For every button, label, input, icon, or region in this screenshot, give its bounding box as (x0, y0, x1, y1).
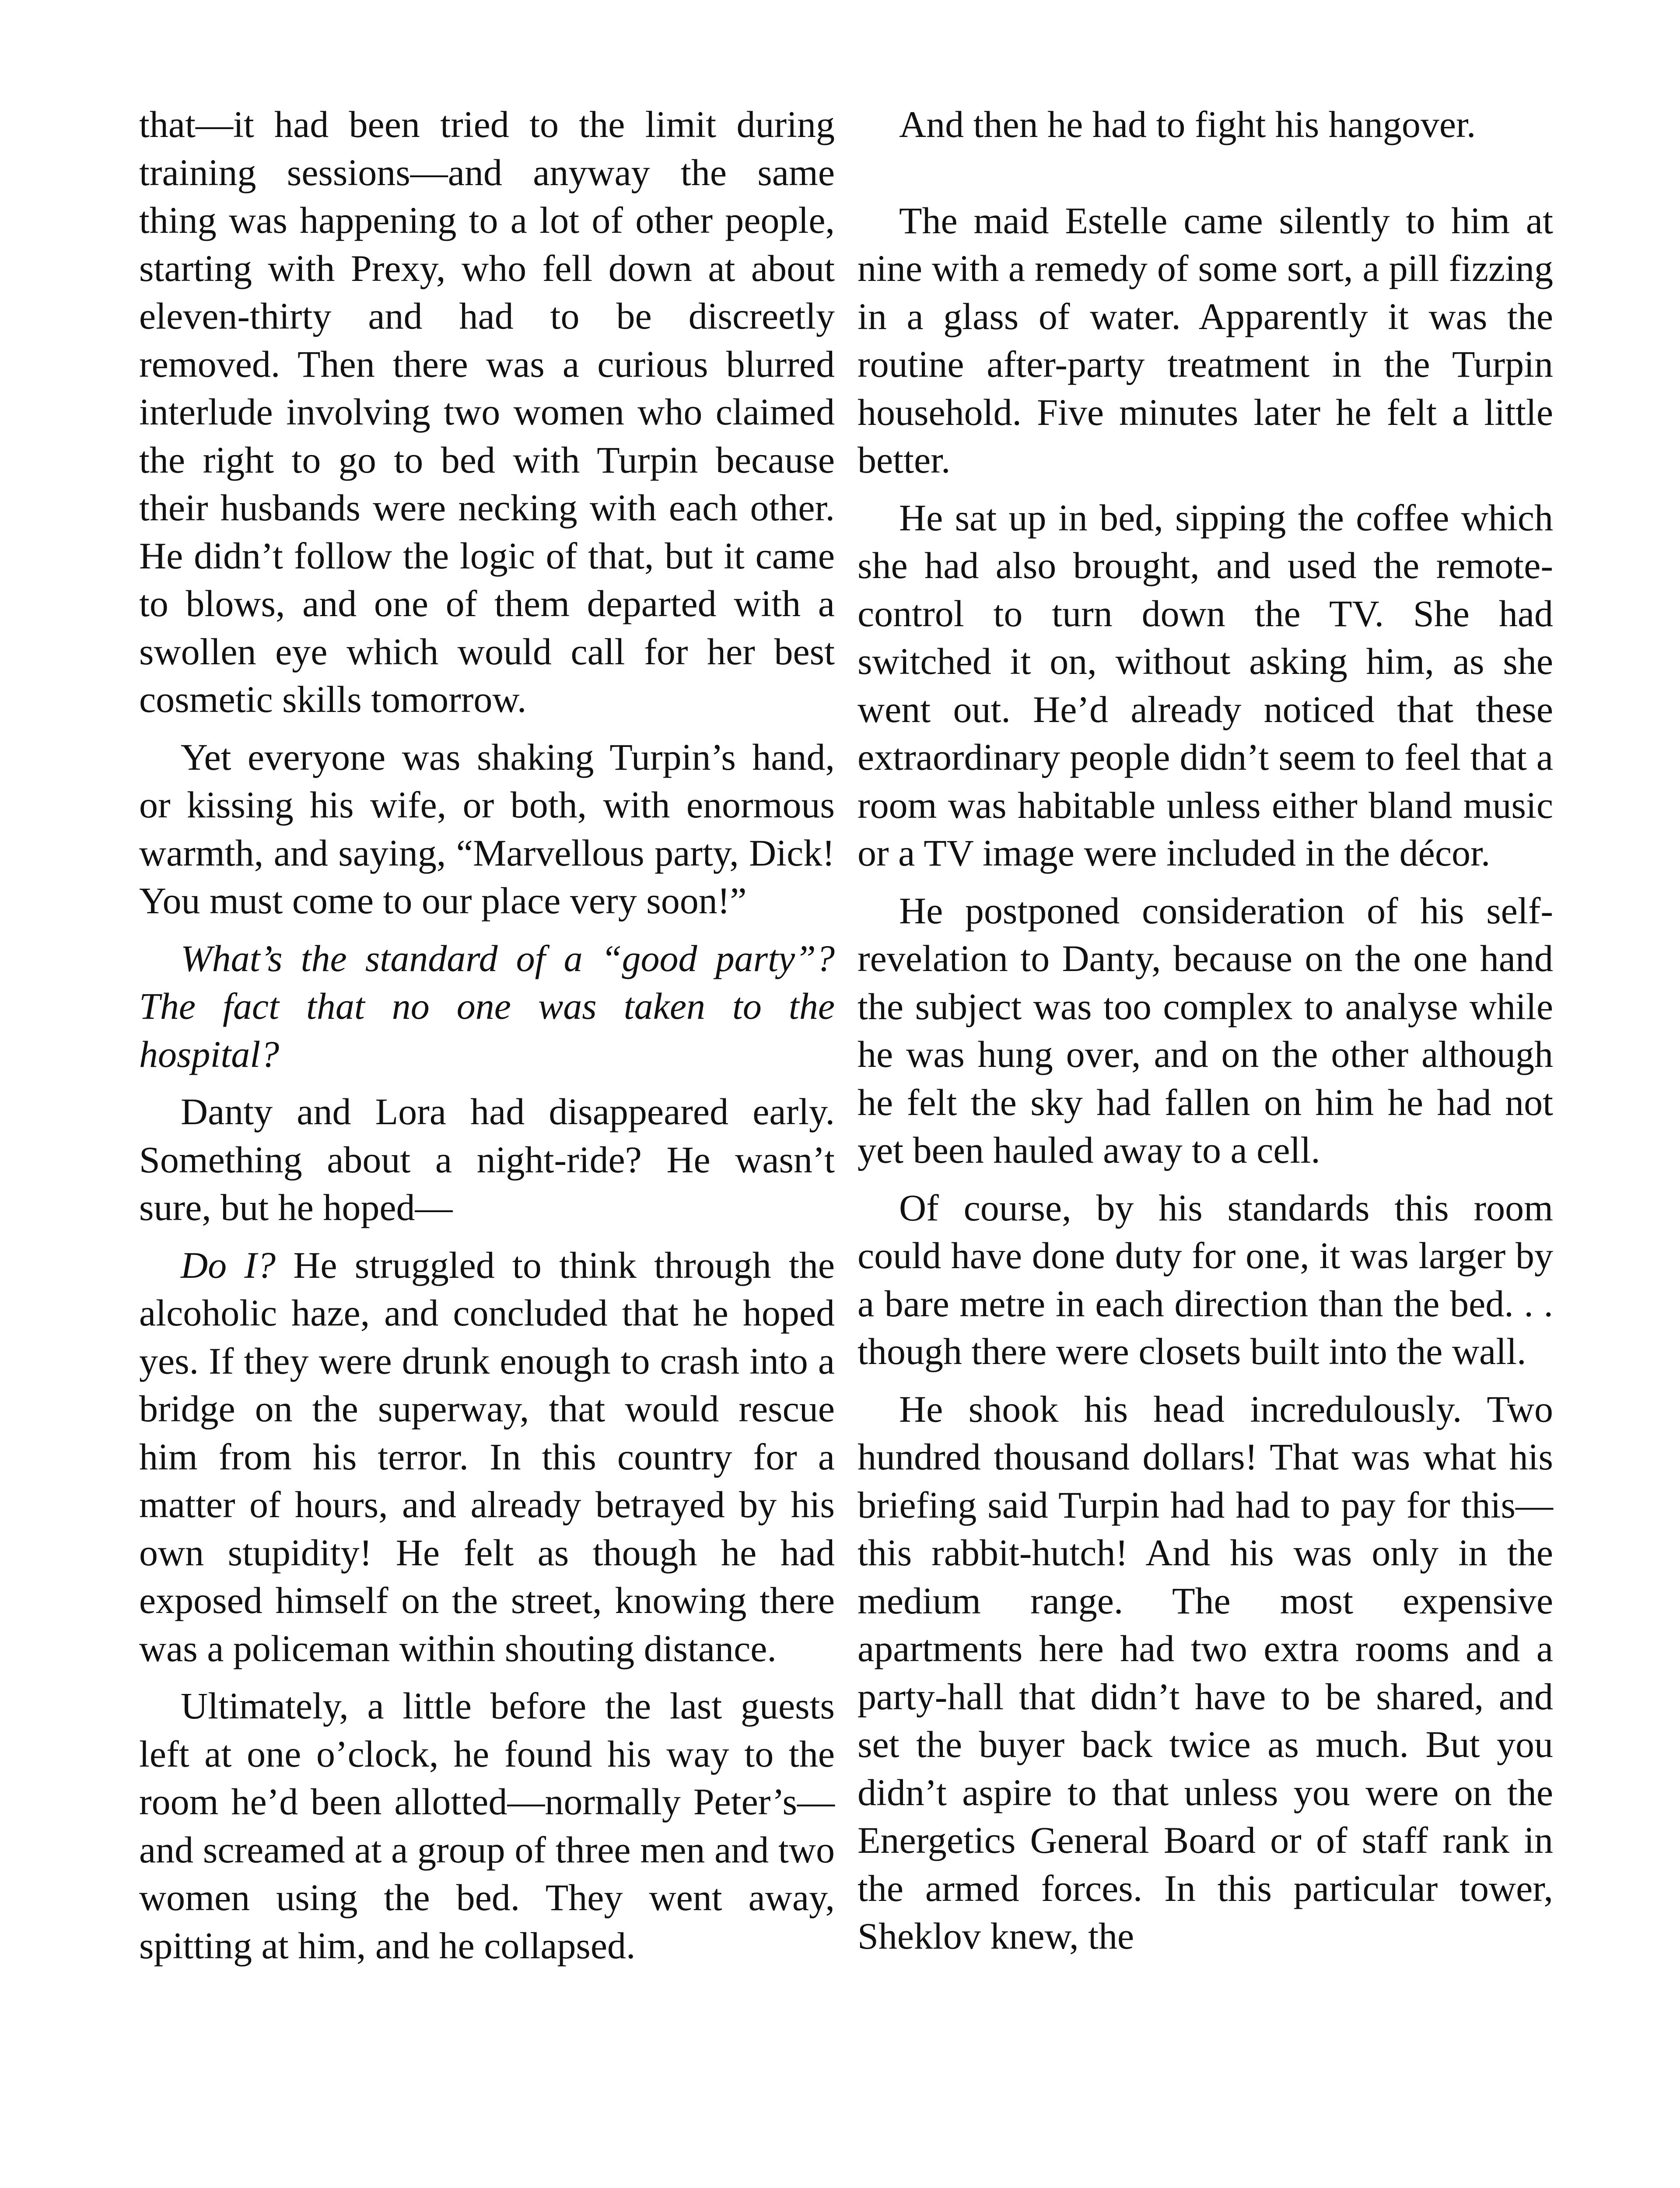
paragraph (858, 197, 1553, 484)
text-segment: that—it had been tried to the limit during training sessions—and anyway the same thing was happening to a lot of other people, starting with Prexy, who fell down at about eleven-thirty and had to be discreetly removed. Then there was a curious blurred interlude involving two women who claimed the right to go to bed with Turpin because their husbands were necking with each other. He didn’t follow the logic of that, but it came to blows, and one of them departed with a swollen eye which would call for her best cosmetic skills tomorrow. (139, 103, 835, 720)
left-text-column (139, 101, 835, 1979)
text-segment: What’s the standard of a “good party”? The fact that no one was taken to the hospital? (139, 937, 835, 1075)
text-segment: And then he had to fight his hangover. (899, 103, 1476, 145)
paragraph (858, 101, 1553, 149)
paragraph (858, 1184, 1553, 1376)
paragraph (139, 101, 835, 724)
right-text-column (858, 101, 1553, 1970)
paragraph (139, 1682, 835, 1970)
text-segment: He struggled to think through the alcoholic haze, and concluded that he hoped yes. If they were drunk enough to crash into a bridge on the superway, that would rescue him from his terror. In this country for a matter of hours, and already betrayed by his own stupidity! He felt as though he had exposed himself on the street, knowing there was a policeman within shouting distance. (139, 1244, 835, 1669)
text-segment: Ultimately, a little before the last guests left at one o’clock, he found his way to the room he’d been allotted—normally Peter’s—and screamed at a group of three men and two women using the bed. They went away, spitting at him, and he collapsed. (139, 1685, 835, 1967)
paragraph (139, 733, 835, 925)
text-segment: Yet everyone was shaking Turpin’s hand, or kissing his wife, or both, with enormous warmth, and saying, “Marvellous party, Dick! You must come to our place very soon!” (139, 736, 835, 922)
paragraph (139, 1088, 835, 1232)
paragraph (858, 887, 1553, 1175)
text-segment: He postponed consideration of his self-revelation to Danty, because on the one hand the subject was too complex to analyse while he was hung over, and on the other although he felt the sky had fallen on him he had not yet been hauled away to a cell. (858, 889, 1553, 1171)
text-segment: Danty and Lora had disappeared early. Something about a night-ride? He wasn’t sure, but he hoped— (139, 1090, 835, 1228)
text-segment: He sat up in bed, sipping the coffee which she had also brought, and used the remote-control to turn down the TV. She had switched it on, without asking him, as she went out. He’d already noticed that these extraordinary people didn’t seem to feel that a room was habitable unless either bland music or a TV image were included in the décor. (858, 496, 1553, 874)
text-segment: Do I? (181, 1244, 276, 1286)
paragraph (858, 1385, 1553, 1960)
text-segment: The maid Estelle came silently to him at nine with a remedy of some sort, a pill fizzing in a glass of water. Apparently it was the routine after-party treatment in the Turpin household. Five minutes later he felt a little better. (858, 199, 1553, 481)
paragraph (858, 494, 1553, 877)
text-segment: He shook his head incredulously. Two hundred thousand dollars! That was what his briefing said Turpin had had to pay for this—this rabbit-hutch! And his was only in the medium range. The most expensive apartments here had two extra rooms and a party-hall that didn’t have to be shared, and set the buyer back twice as much. But you didn’t aspire to that unless you were on the Energetics General Board or of staff rank in the armed forces. In this particular tower, Sheklov knew, the (858, 1388, 1553, 1957)
paragraph (139, 1241, 835, 1673)
paragraph (139, 935, 835, 1079)
text-segment: Of course, by his standards this room could have done duty for one, it was larger by a bare metre in each direction than the bed. . . though there were closets built into the wall. (858, 1186, 1553, 1372)
